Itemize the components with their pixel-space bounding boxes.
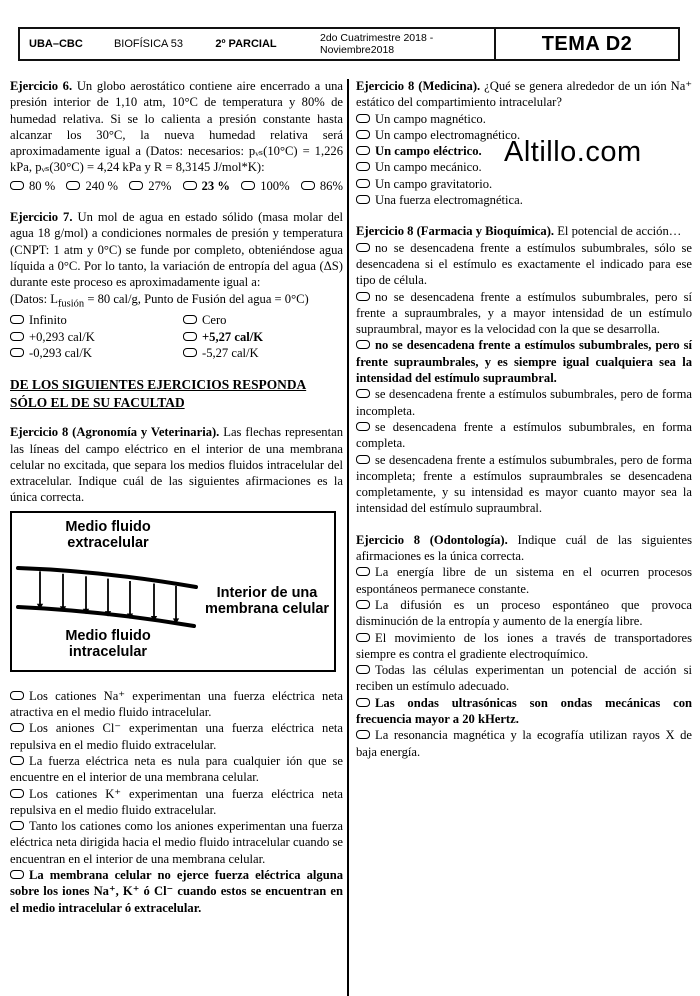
option-label: Los aniones Cl⁻ experimentan una fuerza eléctrica neta repulsiva en el medio fluido extracelular.	[10, 721, 343, 752]
option	[356, 597, 692, 630]
exercise-6-statement	[10, 78, 343, 176]
option-checkbox[interactable]	[10, 723, 24, 732]
column-divider	[347, 79, 349, 996]
option-label: Un campo gravitatorio.	[375, 176, 493, 191]
option	[356, 337, 692, 386]
exercise-8-medicina	[356, 78, 692, 208]
option-checkbox[interactable]	[10, 315, 24, 324]
option-checkbox[interactable]	[241, 181, 255, 190]
option	[10, 345, 183, 361]
exercise-8-agro-text: Las flechas representan las líneas del campo eléctrico en el interior de una membrana celular no excitada, que separa los medios fluidos intracelular del extracelular. Indique cuál de las siguientes afirmaciones es la única correcta.	[10, 425, 343, 505]
option-label: Tanto los cationes como los aniones experimentan una fuerza eléctrica neta dirigida hacia el medio fluido intracelular cuando se encuentran en el interior de una membrana celular.	[10, 819, 343, 866]
option	[10, 720, 343, 753]
exercise-8-farmacia	[356, 223, 692, 516]
exercise-6	[10, 78, 343, 194]
option-label: La difusión es un proceso espontáneo que provoca disminución de la entropía y aumento de la energía libre.	[356, 597, 692, 629]
option	[356, 452, 692, 517]
option-label: +0,293 cal/K	[29, 329, 95, 344]
option-checkbox[interactable]	[356, 130, 370, 139]
option-checkbox[interactable]	[356, 243, 370, 252]
option-label: 100%	[260, 178, 290, 193]
option	[356, 289, 692, 338]
option-label: +5,27 cal/K	[202, 329, 264, 344]
exercise-8-odontologia	[356, 532, 692, 760]
right-column	[356, 78, 692, 775]
option-checkbox[interactable]	[10, 756, 24, 765]
option-label: 27%	[148, 178, 172, 193]
option	[356, 240, 692, 289]
header-term: 2do Cuatrimestre 2018 - Noviembre2018	[320, 31, 434, 56]
option-label: Los cationes K⁺ experimentan una fuerza eléctrica neta repulsiva en el medio fluido extracelular.	[10, 786, 343, 817]
diagram-label-intracellular: Medio fluido intracelular	[65, 627, 151, 660]
exercise-8-odo-label: Ejercicio 8 (Odontología).	[356, 532, 508, 547]
diagram-label-membrane-interior: Interior de una membrana celular	[204, 584, 330, 617]
option	[183, 329, 343, 345]
option	[241, 178, 289, 194]
option	[183, 345, 343, 361]
option-checkbox[interactable]	[356, 633, 370, 642]
exercise-7-statement	[10, 209, 343, 290]
exercise-8-agro-label: Ejercicio 8 (Agronomía y Veterinaria).	[10, 425, 220, 440]
option-label: no se desencadena frente a estímulos subumbrales, sólo se desencadena si el estímulo es exactamente el indicado para ese tipo de célula.	[356, 240, 692, 288]
data-line-pre: (Datos: L	[10, 291, 58, 306]
option-checkbox[interactable]	[356, 455, 370, 464]
watermark: Altillo.com	[504, 136, 642, 168]
option	[10, 688, 343, 721]
option	[356, 386, 692, 419]
option-checkbox[interactable]	[10, 181, 24, 190]
exercise-8-agro-statement	[10, 424, 343, 505]
option	[356, 419, 692, 452]
data-line-sub: fusión	[57, 298, 85, 310]
option-checkbox[interactable]	[356, 114, 370, 123]
option	[10, 818, 343, 867]
exercise-8-med-text: ¿Qué se genera alrededor de un ión Na⁺ estático del compartimiento intracelular?	[356, 79, 692, 110]
option-label: Todas las células experimentan un potencial de acción si reciben un estímulo adecuado.	[356, 663, 692, 694]
exercise-7-label: Ejercicio 7.	[10, 210, 73, 225]
option-label: La membrana celular no ejerce fuerza eléctrica alguna sobre los iones Na⁺, K⁺ ó Cl⁻ cuando estos se encuentran en el medio intracelular ó extracelular.	[10, 868, 343, 915]
left-column	[10, 78, 343, 916]
option	[356, 127, 692, 143]
option-label: 86%	[319, 178, 343, 193]
option	[356, 564, 692, 597]
option-checkbox[interactable]	[356, 567, 370, 576]
option-checkbox[interactable]	[356, 698, 370, 707]
option-label: 80 %	[29, 178, 56, 193]
option-label: 23 %	[201, 178, 230, 193]
option-label: no se desencadena frente a estímulos subumbrales, pero sí frente a supraumbrales, y a mayor intensidad de un estímulo supraumbral, mayor es la velocidad con la que se desarrolla.	[356, 289, 692, 337]
option-checkbox[interactable]	[10, 789, 24, 798]
option-label: Un campo electromagnético.	[375, 127, 521, 142]
option	[10, 312, 183, 328]
option-label: La resonancia magnética y la ecografía utilizan rayos X de baja energía.	[356, 728, 692, 759]
option-checkbox[interactable]	[183, 332, 197, 341]
option-checkbox[interactable]	[356, 146, 370, 155]
option-label: se desencadena frente a estímulos subumbrales, pero de forma incompleta.	[356, 387, 692, 418]
option-label: -5,27 cal/K	[202, 345, 259, 360]
header-exam: 2º PARCIAL	[215, 37, 277, 50]
exercise-8-odo-statement	[356, 532, 692, 565]
membrane-diagram	[10, 511, 336, 672]
diagram-label-extracellular: Medio fluido extracelular	[65, 518, 151, 551]
option	[356, 192, 692, 208]
option-checkbox[interactable]	[10, 348, 24, 357]
option-checkbox[interactable]	[356, 422, 370, 431]
option-checkbox[interactable]	[10, 332, 24, 341]
option-checkbox[interactable]	[183, 181, 197, 190]
option	[183, 312, 343, 328]
option-label: -0,293 cal/K	[29, 345, 92, 360]
data-line-post: = 80 cal/g, Punto de Fusión del agua = 0°C)	[84, 291, 309, 306]
membrane-inner-line	[18, 607, 194, 626]
option-label: Las ondas ultrasónicas son ondas mecánicas con frecuencia mayor a 20 kHertz.	[356, 695, 692, 726]
option-checkbox[interactable]	[356, 162, 370, 171]
header-tema-title: TEMA D2	[494, 29, 678, 59]
option-checkbox[interactable]	[356, 665, 370, 674]
exercise-7-data-line	[10, 291, 343, 313]
option	[301, 178, 343, 194]
option	[10, 178, 55, 194]
exercise-7	[10, 209, 343, 361]
exercise-6-options	[10, 178, 343, 194]
section-heading: DE LOS SIGUIENTES EJERCICIOS RESPONDA SÓLO EL DE SU FACULTAD	[10, 377, 307, 410]
option-checkbox[interactable]	[356, 195, 370, 204]
exercise-6-label: Ejercicio 6.	[10, 79, 73, 93]
option-checkbox[interactable]	[10, 870, 24, 879]
exercise-8-farm-statement	[356, 223, 692, 239]
option-label: Una fuerza electromagnética.	[375, 193, 523, 208]
option-label: Infinito	[29, 313, 67, 328]
option	[10, 786, 343, 819]
option-label: La energía libre de un sistema en el ocurren procesos espontáneos permanece constante.	[356, 565, 692, 596]
option-checkbox[interactable]	[356, 292, 370, 301]
option	[356, 630, 692, 663]
exercise-6-text: Un globo aerostático contiene aire encerrado a una presión interior de 1,10 atm, 10°C de temperatura y 80% de humedad relativa. Si se lo calienta a presión constante hasta alcanzar los 30°C, la nueva humedad relativa será aproximadamente igual a (Datos: necesarios: pᵥₛ(10°C) = 1,226 kPa, pᵥₛ(30°C) = 4,24 kPa y R = 8,3145 J/mol*K):	[10, 79, 343, 175]
option	[10, 329, 183, 345]
option	[356, 662, 692, 695]
option	[183, 178, 230, 194]
option	[356, 176, 692, 192]
header-course: BIOFÍSICA 53	[113, 37, 184, 50]
option-label: Cero	[202, 313, 227, 328]
option-label: El movimiento de los iones a través de transportadores siempre es contra el gradiente electroquímico.	[356, 630, 692, 661]
header-org: UBA–CBC	[29, 37, 83, 50]
option-checkbox[interactable]	[10, 821, 24, 830]
exercise-7-text: Un mol de agua en estado sólido (masa molar del agua 18 g/mol) a condiciones normales de presión y temperatura (CNPT: 1 atm y 0°C) se funde por completo, obteniéndose agua líquida a 0°C. Por lo tanto, la variación de entropía del agua (ΔS) durante este proceso es aproximadamente igual a:	[10, 210, 343, 290]
option	[129, 178, 171, 194]
option	[356, 111, 692, 127]
option-label: Un campo eléctrico.	[375, 144, 482, 159]
option	[356, 159, 692, 175]
exercise-7-options	[10, 312, 343, 361]
option-checkbox[interactable]	[183, 315, 197, 324]
header-table	[18, 27, 680, 61]
option-label: se desencadena frente a estímulos subumbrales, pero de forma incompleta; frente a estímulos supraumbrales se desencadena completamente, y su intensidad es mayor cuanto mayor sea la intensidad del estímulo supraumbral.	[356, 452, 692, 516]
option-label: Los cationes Na⁺ experimentan una fuerza eléctrica neta atractiva en el medio fluido intracelular.	[10, 688, 343, 720]
option-checkbox[interactable]	[10, 691, 24, 700]
option-label: no se desencadena frente a estímulos subumbrales, pero sí frente supraumbrales, y es siempre igual cualquiera sea la intensidad del estímulo supraumbral.	[356, 338, 692, 386]
option-label: se desencadena frente a estímulos subumbrales, en forma completa.	[356, 419, 692, 451]
exercise-8-agronomia	[10, 424, 343, 916]
option-checkbox[interactable]	[129, 181, 143, 190]
exercise-8-med-statement	[356, 78, 692, 111]
option-checkbox[interactable]	[356, 340, 370, 349]
membrane-outer-line	[18, 568, 196, 587]
option-checkbox[interactable]	[301, 181, 315, 190]
option-label: 240 %	[85, 178, 119, 193]
option-label: Un campo mecánico.	[375, 160, 482, 175]
option-checkbox[interactable]	[356, 600, 370, 609]
exercise-8-med-label: Ejercicio 8 (Medicina).	[356, 79, 481, 93]
exercise-8-farm-label: Ejercicio 8 (Farmacia y Bioquímica).	[356, 224, 555, 239]
option-checkbox[interactable]	[356, 389, 370, 398]
option	[356, 695, 692, 728]
exercise-8-farm-text: El potencial de acción…	[557, 224, 682, 239]
option	[10, 867, 343, 916]
option	[66, 178, 118, 194]
option-checkbox[interactable]	[356, 730, 370, 739]
option-label: La fuerza eléctrica neta es nula para cualquier ión que se encuentre en el interior de una membrana celular.	[10, 753, 343, 785]
option-checkbox[interactable]	[66, 181, 80, 190]
exercise-8-odo-text: Indique cuál de las siguientes afirmaciones es la única correcta.	[356, 532, 692, 564]
option	[10, 753, 343, 786]
option-checkbox[interactable]	[356, 179, 370, 188]
option-checkbox[interactable]	[183, 348, 197, 357]
option-label: Un campo magnético.	[375, 111, 486, 126]
option	[356, 727, 692, 760]
